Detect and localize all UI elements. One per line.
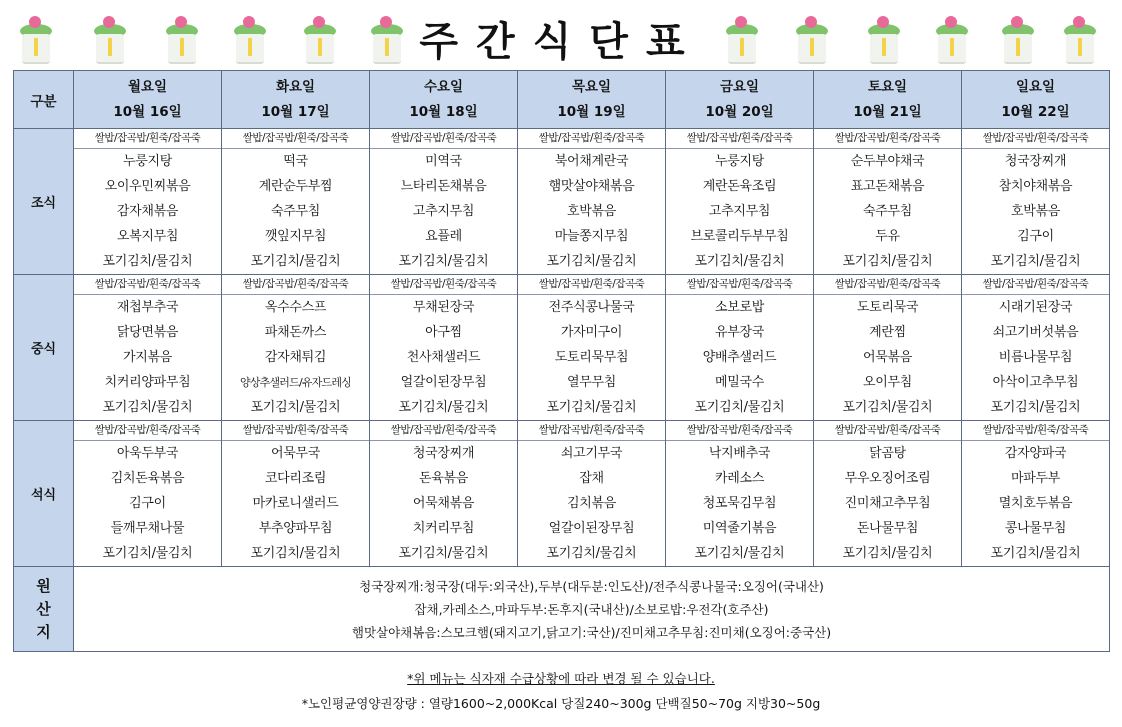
menu-cell bbox=[222, 129, 370, 275]
menu-item: 포기김치/물김치 bbox=[102, 546, 193, 561]
menu-item: 메밀국수 bbox=[714, 375, 765, 390]
weekly-menu-table bbox=[13, 70, 1110, 652]
menu-item: 낙지배추국 bbox=[708, 446, 771, 461]
staple-options: 쌀밥/잡곡밥/흰죽/잡곡죽 bbox=[962, 275, 1109, 295]
nutrition-guideline: *노인평균영양권장량 : 열량1600~2,000Kcal 당질240~300g 단백질50~70g 지방30~50g bbox=[301, 696, 821, 711]
menu-item: 북어채계란국 bbox=[554, 154, 629, 169]
menu-item: 얼갈이된장무침 bbox=[400, 375, 487, 390]
menu-cell bbox=[962, 421, 1110, 567]
menu-item: 가지볶음 bbox=[122, 350, 173, 365]
menu-item: 포기김치/물김치 bbox=[694, 400, 785, 415]
menu-item: 마파두부 bbox=[1010, 471, 1061, 486]
menu-item: 계란순두부찜 bbox=[258, 179, 333, 194]
menu-item: 포기김치/물김치 bbox=[546, 254, 637, 269]
menu-item: 포기김치/물김치 bbox=[842, 546, 933, 561]
staple-options: 쌀밥/잡곡밥/흰죽/잡곡죽 bbox=[962, 421, 1109, 441]
origin-label-char: 산 bbox=[36, 599, 51, 618]
menu-item: 포기김치/물김치 bbox=[990, 254, 1081, 269]
day-date: 10월 18일 bbox=[409, 103, 478, 120]
menu-item: 아삭이고추무침 bbox=[992, 375, 1079, 390]
day-date: 10월 22일 bbox=[1001, 103, 1070, 120]
day-header bbox=[666, 71, 814, 129]
menu-cell bbox=[370, 275, 518, 421]
day-name: 일요일 bbox=[1015, 78, 1056, 95]
staple-options: 쌀밥/잡곡밥/흰죽/잡곡죽 bbox=[74, 129, 221, 149]
menu-item: 부추양파무침 bbox=[258, 521, 333, 536]
menu-item: 콩나물무침 bbox=[1004, 521, 1067, 536]
menu-cell bbox=[74, 275, 222, 421]
menu-item: 햄맛살야채볶음 bbox=[548, 179, 635, 194]
menu-change-notice: *위 메뉴는 식자재 수급상황에 따라 변경 될 수 있습니다. bbox=[407, 671, 715, 686]
staple-options: 쌀밥/잡곡밥/흰죽/잡곡죽 bbox=[222, 275, 369, 295]
menu-item: 포기김치/물김치 bbox=[102, 254, 193, 269]
day-name: 화요일 bbox=[275, 78, 316, 95]
origin-label bbox=[14, 567, 74, 652]
day-header bbox=[962, 71, 1110, 129]
menu-item: 감자채볶음 bbox=[116, 204, 179, 219]
menu-item: 숙주무침 bbox=[270, 204, 321, 219]
menu-cell bbox=[962, 275, 1110, 421]
menu-cell bbox=[222, 421, 370, 567]
menu-item: 시래기된장국 bbox=[998, 300, 1073, 315]
menu-item: 어묵무국 bbox=[270, 446, 321, 461]
menu-item: 전주식콩나물국 bbox=[548, 300, 635, 315]
menu-item: 느타리돈채볶음 bbox=[400, 179, 487, 194]
origin-row bbox=[14, 567, 1110, 652]
menu-item: 포기김치/물김치 bbox=[398, 254, 489, 269]
day-name: 목요일 bbox=[571, 78, 612, 95]
header-label: 구분 bbox=[14, 71, 74, 129]
menu-cell bbox=[666, 275, 814, 421]
menu-item: 계란돈육조림 bbox=[702, 179, 777, 194]
menu-item: 무채된장국 bbox=[412, 300, 475, 315]
page-title: 주간식단표 bbox=[419, 19, 703, 65]
menu-item: 아구찜 bbox=[425, 325, 462, 340]
menu-item: 오복지무침 bbox=[116, 229, 179, 244]
menu-item: 멸치호두볶음 bbox=[998, 496, 1073, 511]
menu-item: 포기김치/물김치 bbox=[546, 546, 637, 561]
day-header bbox=[518, 71, 666, 129]
menu-item: 브로콜리두부무침 bbox=[690, 229, 789, 244]
menu-cell bbox=[74, 421, 222, 567]
origin-line: 청국장찌개:청국장(대두:외국산),두부(대두분:인도산)/전주식콩나물국:오징어(국내산) bbox=[359, 578, 824, 594]
menu-item: 유부장국 bbox=[714, 325, 765, 340]
menu-cell bbox=[666, 129, 814, 275]
menu-item: 돈나물무침 bbox=[856, 521, 919, 536]
origin-line: 잡채,카레소스,마파두부:돈후지(국내산)/소보로밥:우전각(호주산) bbox=[414, 601, 769, 617]
menu-cell bbox=[814, 275, 962, 421]
menu-cell bbox=[814, 129, 962, 275]
menu-item: 포기김치/물김치 bbox=[990, 546, 1081, 561]
menu-item: 호박볶음 bbox=[566, 204, 617, 219]
menu-item: 비름나물무침 bbox=[998, 350, 1073, 365]
menu-item: 김구이 bbox=[1017, 229, 1054, 244]
menu-item: 어묵볶음 bbox=[862, 350, 913, 365]
menu-item: 잡채 bbox=[579, 471, 604, 486]
staple-options: 쌀밥/잡곡밥/흰죽/잡곡죽 bbox=[370, 421, 517, 441]
menu-item: 포기김치/물김치 bbox=[842, 254, 933, 269]
day-name: 금요일 bbox=[719, 78, 760, 95]
day-name: 수요일 bbox=[423, 78, 464, 95]
menu-item: 미역국 bbox=[425, 154, 462, 169]
staple-options: 쌀밥/잡곡밥/흰죽/잡곡죽 bbox=[222, 129, 369, 149]
day-header bbox=[222, 71, 370, 129]
origin-label-char: 원 bbox=[36, 576, 51, 595]
day-date: 10월 20일 bbox=[705, 103, 774, 120]
menu-item: 쇠고기무국 bbox=[560, 446, 623, 461]
menu-item: 순두부야채국 bbox=[850, 154, 925, 169]
menu-item: 돈육볶음 bbox=[418, 471, 469, 486]
menu-item: 포기김치/물김치 bbox=[250, 546, 341, 561]
menu-item: 열무무침 bbox=[566, 375, 617, 390]
menu-item: 청국장찌개 bbox=[1004, 154, 1067, 169]
staple-options: 쌀밥/잡곡밥/흰죽/잡곡죽 bbox=[962, 129, 1109, 149]
menu-item: 재첩부추국 bbox=[116, 300, 179, 315]
menu-item: 도토리묵무침 bbox=[554, 350, 629, 365]
meal-row bbox=[14, 275, 1110, 421]
menu-item: 오이우민찌볶음 bbox=[104, 179, 191, 194]
menu-item: 김치돈육볶음 bbox=[110, 471, 185, 486]
menu-item: 누룽지탕 bbox=[122, 154, 173, 169]
menu-item: 양상추샐러드/유자드레싱 bbox=[240, 376, 351, 389]
menu-item: 가자미구이 bbox=[560, 325, 623, 340]
staple-options: 쌀밥/잡곡밥/흰죽/잡곡죽 bbox=[666, 421, 813, 441]
staple-options: 쌀밥/잡곡밥/흰죽/잡곡죽 bbox=[370, 129, 517, 149]
menu-item: 숙주무침 bbox=[862, 204, 913, 219]
menu-item: 청국장찌개 bbox=[412, 446, 475, 461]
menu-item: 파채돈까스 bbox=[264, 325, 327, 340]
menu-item: 포기김치/물김치 bbox=[398, 546, 489, 561]
menu-item: 청포묵김무침 bbox=[702, 496, 777, 511]
staple-options: 쌀밥/잡곡밥/흰죽/잡곡죽 bbox=[814, 129, 961, 149]
menu-item: 포기김치/물김치 bbox=[398, 400, 489, 415]
staple-options: 쌀밥/잡곡밥/흰죽/잡곡죽 bbox=[518, 275, 665, 295]
menu-cell bbox=[666, 421, 814, 567]
menu-item: 포기김치/물김치 bbox=[842, 400, 933, 415]
menu-item: 코다리조림 bbox=[264, 471, 327, 486]
menu-item: 아욱두부국 bbox=[116, 446, 179, 461]
day-header bbox=[74, 71, 222, 129]
menu-item: 도토리묵국 bbox=[856, 300, 919, 315]
day-date: 10월 19일 bbox=[557, 103, 626, 120]
menu-item: 마카로니샐러드 bbox=[252, 496, 339, 511]
day-date: 10월 17일 bbox=[261, 103, 330, 120]
day-name: 토요일 bbox=[867, 78, 908, 95]
menu-item: 마늘쫑지무침 bbox=[554, 229, 629, 244]
menu-item: 치커리무침 bbox=[412, 521, 475, 536]
day-date: 10월 21일 bbox=[853, 103, 922, 120]
staple-options: 쌀밥/잡곡밥/흰죽/잡곡죽 bbox=[74, 275, 221, 295]
menu-item: 얼갈이된장무침 bbox=[548, 521, 635, 536]
menu-item: 깻잎지무침 bbox=[264, 229, 327, 244]
staple-options: 쌀밥/잡곡밥/흰죽/잡곡죽 bbox=[814, 275, 961, 295]
menu-item: 진미채고추무침 bbox=[844, 496, 931, 511]
origin-info bbox=[74, 567, 1110, 652]
menu-cell bbox=[962, 129, 1110, 275]
menu-cell bbox=[370, 129, 518, 275]
menu-cell bbox=[370, 421, 518, 567]
menu-cell bbox=[518, 129, 666, 275]
page-header bbox=[0, 0, 1122, 70]
menu-cell bbox=[518, 275, 666, 421]
menu-item: 고추지무침 bbox=[412, 204, 475, 219]
menu-item: 계란찜 bbox=[869, 325, 906, 340]
meal-row bbox=[14, 129, 1110, 275]
staple-options: 쌀밥/잡곡밥/흰죽/잡곡죽 bbox=[222, 421, 369, 441]
staple-options: 쌀밥/잡곡밥/흰죽/잡곡죽 bbox=[370, 275, 517, 295]
menu-item: 들깨무채나물 bbox=[110, 521, 185, 536]
menu-item: 요플레 bbox=[425, 229, 462, 244]
menu-item: 오이무침 bbox=[862, 375, 913, 390]
meal-label: 중식 bbox=[14, 275, 74, 421]
menu-item: 포기김치/물김치 bbox=[250, 254, 341, 269]
menu-item: 소보로밥 bbox=[714, 300, 765, 315]
meal-row bbox=[14, 421, 1110, 567]
origin-label-char: 지 bbox=[36, 622, 51, 641]
menu-item: 포기김치/물김치 bbox=[546, 400, 637, 415]
menu-item: 표고돈채볶음 bbox=[850, 179, 925, 194]
menu-item: 옥수수스프 bbox=[264, 300, 327, 315]
menu-item: 닭당면볶음 bbox=[116, 325, 179, 340]
menu-item: 천사채샐러드 bbox=[406, 350, 481, 365]
menu-cell bbox=[74, 129, 222, 275]
menu-item: 포기김치/물김치 bbox=[102, 400, 193, 415]
menu-item: 포기김치/물김치 bbox=[694, 254, 785, 269]
menu-item: 김치볶음 bbox=[566, 496, 617, 511]
menu-item: 고추지무침 bbox=[708, 204, 771, 219]
header-row bbox=[14, 71, 1110, 129]
menu-item: 떡국 bbox=[283, 154, 308, 169]
menu-cell bbox=[518, 421, 666, 567]
day-name: 월요일 bbox=[127, 78, 168, 95]
staple-options: 쌀밥/잡곡밥/흰죽/잡곡죽 bbox=[814, 421, 961, 441]
staple-options: 쌀밥/잡곡밥/흰죽/잡곡죽 bbox=[518, 129, 665, 149]
staple-options: 쌀밥/잡곡밥/흰죽/잡곡죽 bbox=[666, 275, 813, 295]
day-header bbox=[814, 71, 962, 129]
menu-item: 감자채튀김 bbox=[264, 350, 327, 365]
menu-item: 양배추샐러드 bbox=[702, 350, 777, 365]
menu-item: 포기김치/물김치 bbox=[250, 400, 341, 415]
menu-item: 참치야채볶음 bbox=[998, 179, 1073, 194]
staple-options: 쌀밥/잡곡밥/흰죽/잡곡죽 bbox=[666, 129, 813, 149]
menu-cell bbox=[814, 421, 962, 567]
menu-item: 쇠고기버섯볶음 bbox=[992, 325, 1079, 340]
menu-item: 포기김치/물김치 bbox=[990, 400, 1081, 415]
menu-item: 카레소스 bbox=[714, 471, 765, 486]
day-date: 10월 16일 bbox=[113, 103, 182, 120]
meal-label: 석식 bbox=[14, 421, 74, 567]
staple-options: 쌀밥/잡곡밥/흰죽/잡곡죽 bbox=[74, 421, 221, 441]
menu-item: 김구이 bbox=[129, 496, 166, 511]
day-header bbox=[370, 71, 518, 129]
menu-item: 미역줄기볶음 bbox=[702, 521, 777, 536]
menu-item: 치커리양파무침 bbox=[104, 375, 191, 390]
menu-item: 어묵채볶음 bbox=[412, 496, 475, 511]
origin-line: 햄맛살야채볶음:스모크햄(돼지고기,닭고기:국산)/진미채고추무침:진미채(오징어:중국산) bbox=[351, 624, 832, 640]
menu-item: 두유 bbox=[875, 229, 900, 244]
menu-item: 호박볶음 bbox=[1010, 204, 1061, 219]
menu-item: 누룽지탕 bbox=[714, 154, 765, 169]
menu-item: 포기김치/물김치 bbox=[694, 546, 785, 561]
meal-label: 조식 bbox=[14, 129, 74, 275]
menu-item: 감자양파국 bbox=[1004, 446, 1067, 461]
staple-options: 쌀밥/잡곡밥/흰죽/잡곡죽 bbox=[518, 421, 665, 441]
menu-cell bbox=[222, 275, 370, 421]
menu-item: 닭곰탕 bbox=[869, 446, 906, 461]
menu-item: 무우오징어조림 bbox=[844, 471, 931, 486]
